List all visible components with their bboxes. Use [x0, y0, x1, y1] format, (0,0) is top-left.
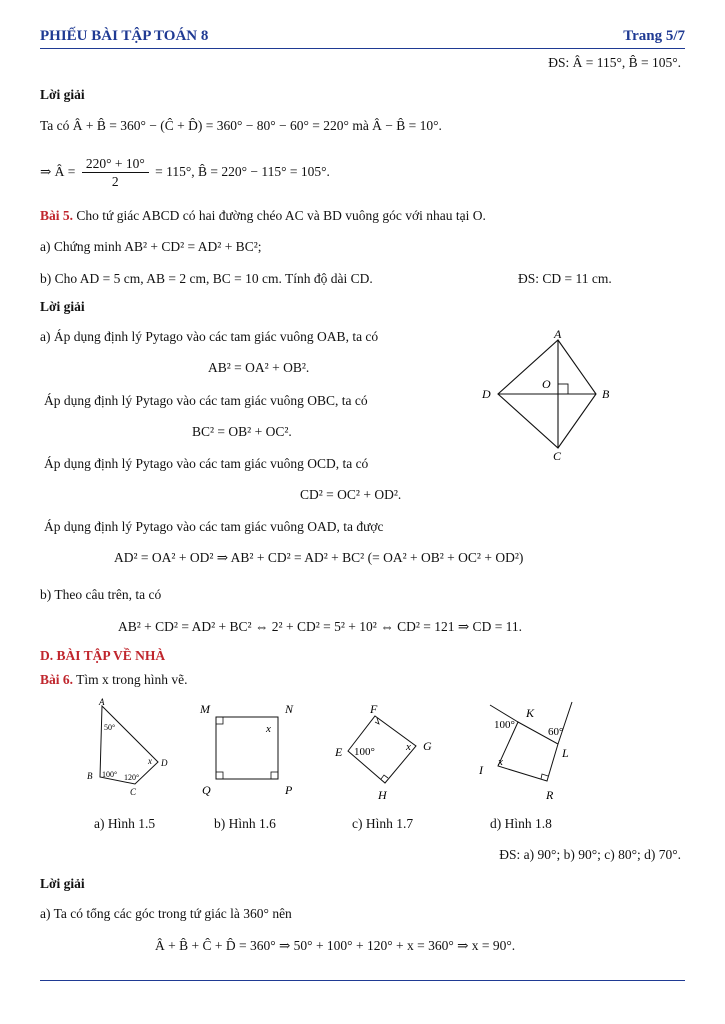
angle-x: x — [266, 723, 271, 735]
exercise-text: Cho tứ giác ABCD có hai đường chéo AC và BD vuông góc với nhau tại O. — [73, 208, 486, 223]
exercise-label: Bài 5. — [40, 208, 74, 223]
fraction-denominator: 2 — [111, 174, 119, 190]
page-number: Trang 5/7 — [623, 28, 685, 44]
label-a: A — [99, 697, 105, 707]
proof-line: b) Theo câu trên, ta có — [40, 587, 162, 602]
exercise-6-statement — [40, 671, 188, 689]
angle-60: 60° — [548, 726, 564, 738]
label-r: R — [546, 788, 554, 802]
equation-line: Ta có Â + B̂ = 360° − (Ĉ + D̂) = 360° − 80° − 60° = 220° mà Â − B̂ = 10°. — [40, 118, 442, 133]
exercise-5a: a) Chứng minh AB² + CD² = AD² + BC²; — [40, 239, 262, 254]
label-l: L — [562, 746, 569, 760]
figure-1-6 — [196, 700, 306, 800]
angle-x: x — [498, 756, 503, 768]
caption-figure-1-7: c) Hình 1.7 — [352, 816, 414, 831]
label-g: G — [423, 739, 432, 753]
answer-bai5: ĐS: CD = 11 cm. — [518, 271, 612, 286]
figure-1-7 — [332, 700, 438, 804]
proof-line: Áp dụng định lý Pytago vào các tam giác vuông OBC, ta có — [44, 393, 368, 408]
result-equation: AB² + CD² = AD² + BC² ⇔ 2² + CD² = 5² + 10² ⇔ CD² = 121 ⇒ CD = 11. — [118, 619, 523, 634]
label-i: I — [479, 763, 483, 777]
solution-heading: Lời giải — [40, 87, 85, 102]
angle-100: 100° — [102, 770, 118, 779]
angle-120: 120° — [124, 773, 140, 782]
label-f: F — [370, 702, 378, 716]
answer-bai4: ĐS: Â = 115°, B̂ = 105°. — [548, 55, 681, 70]
exercise-5b: b) Cho AD = 5 cm, AB = 2 cm, BC = 10 cm. Tính độ dài CD. — [40, 271, 373, 286]
exercise-5-statement — [40, 207, 486, 225]
page-header — [40, 28, 685, 46]
fraction-numerator: 220° + 10° — [82, 155, 149, 173]
label-c: C — [130, 787, 137, 797]
label-b: B — [87, 771, 93, 781]
angle-50: 50° — [104, 723, 116, 732]
pythagoras-equation: AB² = OA² + OB². — [208, 360, 310, 375]
label-d: D — [482, 387, 491, 401]
angle-sum-equation: Â + B̂ + Ĉ + D̂ = 360° ⇒ 50° + 100° + 120° + x = 360° ⇒ x = 90°. — [155, 938, 516, 953]
exercise-text: Tìm x trong hình vẽ. — [73, 672, 188, 687]
exercise-label: Bài 6. — [40, 672, 74, 687]
label-b: B — [602, 387, 610, 401]
solution-line: a) Ta có tổng các góc trong tứ giác là 360° nên — [40, 906, 292, 921]
angle-x: x — [406, 741, 411, 753]
footer-rule — [40, 980, 685, 981]
combined-equation: AD² = OA² + OD² ⇒ AB² + CD² = AD² + BC² (= OA² + OB² + OC² + OD²) — [114, 550, 524, 565]
angle-x: x — [148, 756, 152, 766]
answer-bai6: ĐS: a) 90°; b) 90°; c) 80°; d) 70°. — [499, 847, 681, 862]
angle-100: 100° — [494, 719, 515, 731]
label-q: Q — [202, 783, 211, 797]
label-c: C — [553, 449, 562, 462]
figure-1-5 — [84, 696, 174, 802]
label-p: P — [285, 783, 293, 797]
fraction-equation — [40, 154, 330, 190]
eq-prefix: ⇒ Â = — [40, 164, 76, 179]
header-rule — [40, 48, 685, 49]
caption-figure-1-6: b) Hình 1.6 — [214, 816, 276, 831]
worksheet-title: PHIẾU BÀI TẬP TOÁN 8 — [40, 28, 209, 44]
diagram-quadrilateral-abcd — [478, 326, 618, 462]
figure-1-8 — [470, 700, 582, 806]
solution-heading: Lời giải — [40, 299, 85, 314]
angle-100: 100° — [354, 746, 375, 758]
pythagoras-equation: CD² = OC² + OD². — [300, 487, 402, 502]
section-homework-title: D. BÀI TẬP VỀ NHÀ — [40, 648, 166, 663]
label-m: M — [200, 702, 210, 716]
label-a: A — [554, 327, 562, 341]
label-d: D — [161, 758, 168, 768]
proof-line: Áp dụng định lý Pytago vào các tam giác vuông OAD, ta được — [44, 519, 384, 534]
label-o: O — [542, 377, 551, 391]
proof-line: a) Áp dụng định lý Pytago vào các tam giác vuông OAB, ta có — [40, 329, 379, 344]
label-k: K — [526, 706, 535, 720]
solution-heading: Lời giải — [40, 876, 85, 891]
caption-figure-1-8: d) Hình 1.8 — [490, 816, 552, 831]
label-n: N — [285, 702, 294, 716]
proof-line: Áp dụng định lý Pytago vào các tam giác vuông OCD, ta có — [44, 456, 369, 471]
label-h: H — [378, 788, 387, 802]
pythagoras-equation: BC² = OB² + OC². — [192, 424, 292, 439]
eq-suffix: = 115°, B̂ = 220° − 115° = 105°. — [155, 164, 330, 179]
caption-figure-1-5: a) Hình 1.5 — [94, 816, 156, 831]
fraction — [82, 155, 149, 190]
label-e: E — [335, 745, 343, 759]
